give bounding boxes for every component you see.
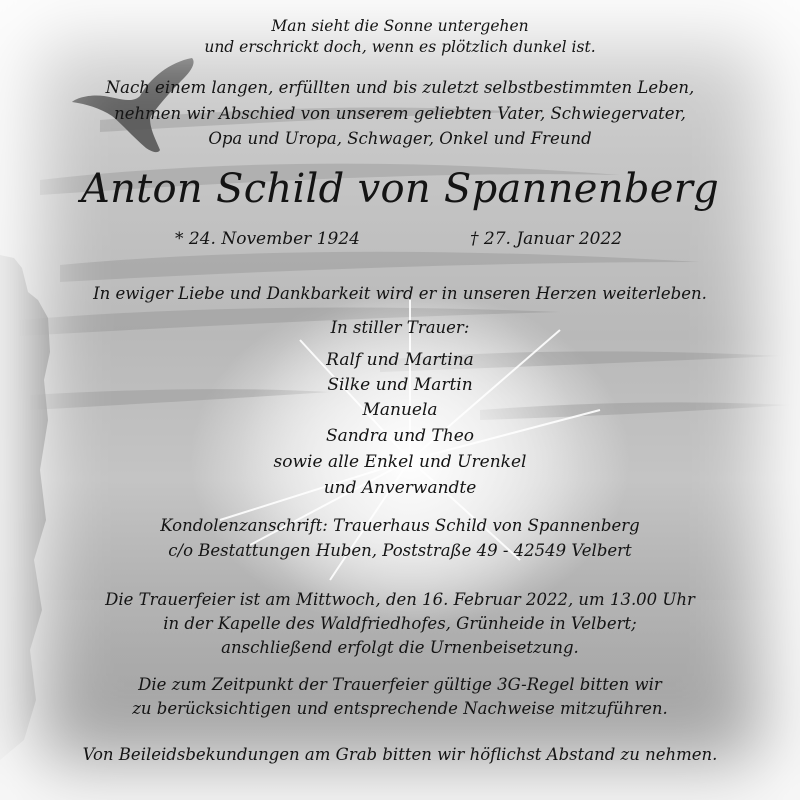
intro-line-3: Opa und Uropa, Schwager, Onkel und Freund [208, 129, 592, 148]
death-date: † 27. Januar 2022 [470, 229, 623, 249]
closing-text: Von Beileidsbekundungen am Grab bitten wir höflichst Abstand zu nehmen. [82, 745, 718, 764]
mourner-name: und Anverwandte [323, 478, 477, 498]
mourner-name: Ralf und Martina [326, 350, 474, 370]
condolence-line-1: Kondolenzanschrift: Trauerhaus Schild von Spannenberg [160, 516, 640, 535]
funeral-line-3: anschließend erfolgt die Urnenbeisetzung. [221, 638, 579, 657]
condolence-line-2: c/o Bestattungen Huben, Poststraße 49 - 42549 Velbert [168, 541, 632, 560]
poem-line-1: Man sieht die Sonne untergehen [271, 17, 529, 35]
intro-line-2: nehmen wir Abschied von unserem geliebten Vater, Schwiegervater, [114, 104, 686, 123]
mourner-name: Sandra und Theo [325, 426, 475, 446]
mourners-heading: In stiller Trauer: [330, 318, 470, 337]
birth-date: * 24. November 1924 [175, 229, 360, 249]
intro-line-1: Nach einem langen, erfüllten und bis zuletzt selbstbestimmten Leben, [105, 78, 695, 97]
mourner-name: Manuela [362, 400, 438, 420]
funeral-line-1: Die Trauerfeier ist am Mittwoch, den 16. Februar 2022, um 13.00 Uhr [105, 590, 695, 609]
mourner-name: sowie alle Enkel und Urenkel [273, 452, 527, 472]
deceased-name: Anton Schild von Spannenberg [80, 166, 720, 212]
mourner-name: Silke und Martin [327, 375, 473, 395]
covid-line-1: Die zum Zeitpunkt der Trauerfeier gültige 3G-Regel bitten wir [138, 675, 662, 694]
poem-line-2: und erschrickt doch, wenn es plötzlich dunkel ist. [204, 38, 596, 56]
funeral-line-2: in der Kapelle des Waldfriedhofes, Grünheide in Velbert; [163, 614, 637, 633]
remembrance-text: In ewiger Liebe und Dankbarkeit wird er in unseren Herzen weiterleben. [93, 284, 707, 303]
covid-line-2: zu berücksichtigen und entsprechende Nachweise mitzuführen. [132, 699, 668, 718]
